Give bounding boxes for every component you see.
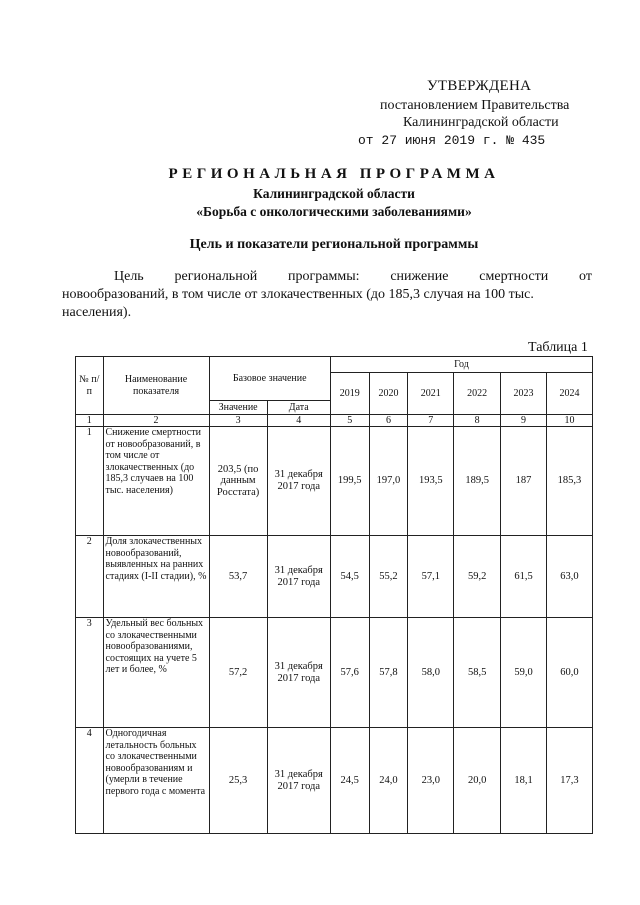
year-value: 185,3 <box>546 427 592 536</box>
year-value: 61,5 <box>501 536 547 618</box>
column-number: 1 <box>76 415 104 427</box>
year-value: 24,5 <box>330 728 369 834</box>
table-row <box>76 618 593 728</box>
column-number: 3 <box>209 415 267 427</box>
header-row <box>76 357 593 373</box>
approval-line: постановлением Правительства <box>380 98 570 113</box>
base-date: 31 декабря 2017 года <box>267 536 330 618</box>
goal-paragraph <box>62 268 592 322</box>
header-year-cell: 2020 <box>369 373 408 415</box>
header-year-cell: 2022 <box>454 373 501 415</box>
table-row <box>76 536 593 618</box>
goal-word: от <box>579 269 592 284</box>
header-year-cell: 2023 <box>501 373 547 415</box>
year-value: 54,5 <box>330 536 369 618</box>
row-number: 3 <box>76 618 104 728</box>
column-number: 4 <box>267 415 330 427</box>
column-number: 8 <box>454 415 501 427</box>
year-value: 63,0 <box>546 536 592 618</box>
header-year-cell: 2021 <box>408 373 454 415</box>
indicator-name: Доля злокачественных новообразований, выявленных на ранних стадиях (I-II стадии), % <box>103 536 209 618</box>
row-number: 2 <box>76 536 104 618</box>
goal-first-line <box>62 268 592 286</box>
base-date: 31 декабря 2017 года <box>267 618 330 728</box>
year-value: 187 <box>501 427 547 536</box>
indicator-name: Удельный вес больных со злокачественными новообразованиями, состоящих на учете 5 лет и более, % <box>103 618 209 728</box>
header-year: Год <box>330 357 592 373</box>
base-date: 31 декабря 2017 года <box>267 427 330 536</box>
program-region: Калининградской области <box>253 186 415 201</box>
row-number: 4 <box>76 728 104 834</box>
header-date: Дата <box>267 401 330 415</box>
header-year-cell: 2024 <box>546 373 592 415</box>
base-value: 25,3 <box>209 728 267 834</box>
approval-line: Калининградской области <box>403 115 559 130</box>
year-value: 58,5 <box>454 618 501 728</box>
indicator-name: Одногодичная летальность больных со злокачественными новообразованиям и (умерли в течение первого года с момента <box>103 728 209 834</box>
year-value: 20,0 <box>454 728 501 834</box>
approval-date: от 27 июня 2019 г. № 435 <box>358 133 546 148</box>
column-number: 9 <box>501 415 547 427</box>
base-value: 203,5 (по данным Росстата) <box>209 427 267 536</box>
column-number-row <box>76 415 593 427</box>
goal-word: Цель <box>114 269 144 284</box>
column-number: 2 <box>103 415 209 427</box>
year-value: 60,0 <box>546 618 592 728</box>
header-num: № п/п <box>76 357 104 415</box>
year-value: 58,0 <box>408 618 454 728</box>
header-value: Значение <box>209 401 267 415</box>
table-caption: Таблица 1 <box>528 340 588 355</box>
base-value: 53,7 <box>209 536 267 618</box>
year-value: 24,0 <box>369 728 408 834</box>
column-number: 6 <box>369 415 408 427</box>
year-value: 197,0 <box>369 427 408 536</box>
program-title: РЕГИОНАЛЬНАЯ ПРОГРАММА <box>168 166 500 182</box>
year-value: 193,5 <box>408 427 454 536</box>
year-value: 18,1 <box>501 728 547 834</box>
column-number: 5 <box>330 415 369 427</box>
year-value: 59,0 <box>501 618 547 728</box>
table-row <box>76 728 593 834</box>
column-number: 7 <box>408 415 454 427</box>
goal-word: снижение <box>390 269 449 284</box>
row-number: 1 <box>76 427 104 536</box>
year-value: 23,0 <box>408 728 454 834</box>
year-value: 199,5 <box>330 427 369 536</box>
header-year-cell: 2019 <box>330 373 369 415</box>
year-value: 189,5 <box>454 427 501 536</box>
header-base: Базовое значение <box>209 357 330 401</box>
base-date: 31 декабря 2017 года <box>267 728 330 834</box>
year-value: 57,6 <box>330 618 369 728</box>
goal-rest: новообразований, в том числе от злокачественных (до 185,3 случая на 100 тыс. населения). <box>62 287 534 320</box>
year-value: 57,8 <box>369 618 408 728</box>
table-row <box>76 427 593 536</box>
goal-word: региональной <box>174 269 258 284</box>
year-value: 59,2 <box>454 536 501 618</box>
header-name: Наименование показателя <box>103 357 209 415</box>
goal-word: программы: <box>288 269 360 284</box>
base-value: 57,2 <box>209 618 267 728</box>
column-number: 10 <box>546 415 592 427</box>
indicators-table <box>75 356 593 834</box>
program-name: «Борьба с онкологическими заболеваниями» <box>196 204 472 219</box>
approval-status: УТВЕРЖДЕНА <box>427 78 532 94</box>
year-value: 55,2 <box>369 536 408 618</box>
indicator-name: Снижение смертности от новообразований, в том числе от злокачественных (до 185,3 случаев на 100 тыс. населения) <box>103 427 209 536</box>
year-value: 17,3 <box>546 728 592 834</box>
section-title: Цель и показатели региональной программы <box>189 237 479 252</box>
year-value: 57,1 <box>408 536 454 618</box>
goal-word: смертности <box>479 269 549 284</box>
